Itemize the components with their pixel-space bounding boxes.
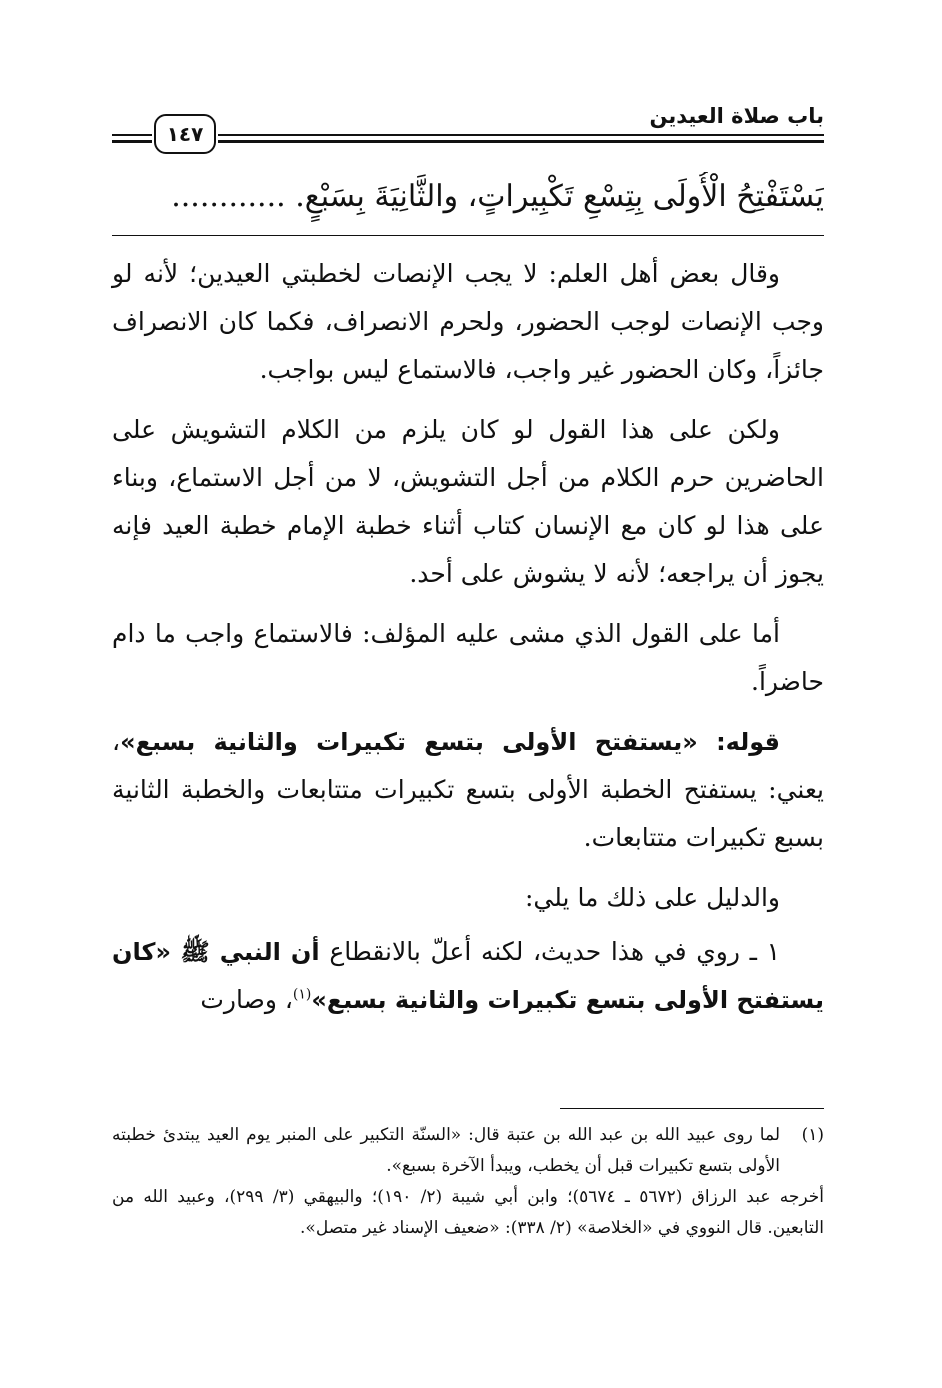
header-rule: [112, 134, 152, 136]
footnote: [112, 1120, 824, 1244]
paragraph-text: ، وصارت: [200, 985, 293, 1014]
footnote-text: أخرجه عبد الرزاق (٥٦٧٢ ـ ٥٦٧٤)؛ وابن أبي شيبة (٢/ ١٩٠)؛ والبيهقي (٣/ ٢٩٩)، وعبيد الله من التابعين. قال النووي في «الخلاصة» (٢/ ٣٣٨): «ضعيف الإسناد غير متصل».: [112, 1187, 825, 1238]
footnote-number: (١): [801, 1125, 824, 1145]
hadith-quote: «كان يستفتح الأولى بتسع تكبيرات والثانية بسبع»: [112, 938, 824, 1014]
commentary-body: [112, 250, 824, 1036]
footnote-divider: [560, 1108, 824, 1109]
paragraph: أما على القول الذي مشى عليه المؤلف: فالاستماع واجب ما دام حاضراً.: [112, 619, 824, 696]
header-rule: [218, 134, 824, 136]
paragraph: وقال بعض أهل العلم: لا يجب الإنصات لخطبتي العيدين؛ لأنه لو وجب الإنصات لوجب الحضور، ولحرم الانصراف، فكما كان الانصراف جائزاً، وكان الحضور غير واجب، فالاستماع ليس بواجب.: [112, 259, 824, 384]
paragraph-text: ١ ـ روي في هذا حديث، لكنه أعلّ بالانقطاع: [329, 937, 781, 966]
paragraph: ولكن على هذا القول لو كان يلزم من الكلام التشويش على الحاضرين حرم الكلام من أجل التشويش، لا من أجل الاستماع، وبناء على هذا لو كان مع الإنسان كتاب أثناء خطبة الإمام خطبة العيد فإنه يجوز أن يراجعه؛ لأنه لا يشوش على أحد.: [112, 415, 824, 588]
matn-divider: [112, 235, 824, 236]
chapter-title: باب صلاة العيدين: [649, 104, 824, 128]
page-number: ١٤٧: [154, 114, 216, 154]
header-rule: [218, 140, 824, 143]
matn-text: يَسْتَفْتِحُ الْأُولَى بِتِسْعِ تَكْبِيراتٍ، والثَّانِيَةَ بِسَبْعٍ. ............: [171, 179, 824, 214]
footnote-text: لما روى عبيد الله بن عبد الله بن عتبة قال: «السنّة التكبير على المنبر يوم العيد يبتدئ خطبته الأولى بتسع تكبيرات قبل أن يخطب، ويبدأ الآخرة بسبع».: [112, 1125, 780, 1176]
header-rule: [112, 140, 152, 143]
quoted-matn: قوله: «يستفتح الأولى بتسع تكبيرات والثانية بسبع»: [120, 728, 780, 756]
paragraph: والدليل على ذلك ما يلي:: [525, 883, 780, 912]
footnote-ref: (١): [292, 986, 312, 1003]
page-header: [112, 98, 824, 158]
paragraph-text: ، يعني: يستفتح الخطبة الأولى بتسع تكبيرات متتابعات والخطبة الثانية بسبع تكبيرات متتابعات.: [112, 727, 824, 852]
bold-phrase: أن النبي ﷺ: [180, 938, 320, 966]
paragraph: [112, 718, 824, 862]
paragraph: [112, 928, 824, 1024]
